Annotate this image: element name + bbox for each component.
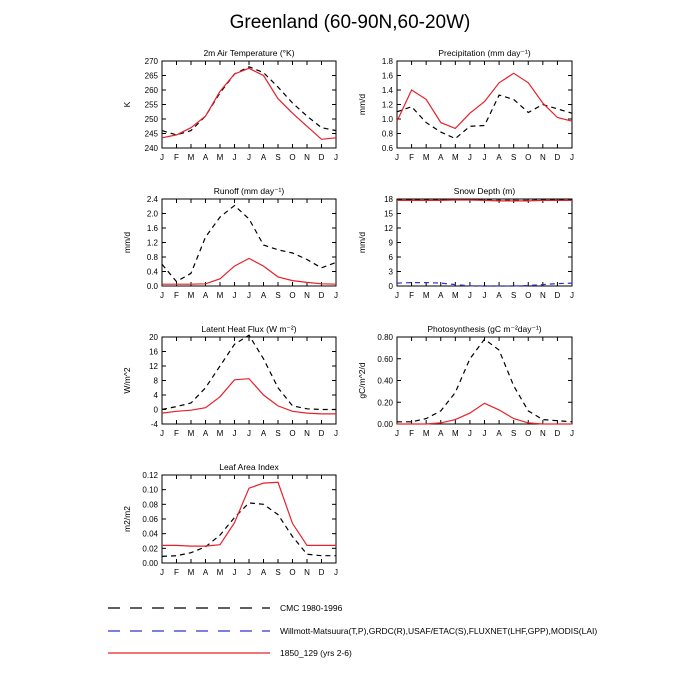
- x-tick-label: A: [202, 429, 209, 438]
- y-tick-label: 0.08: [142, 500, 158, 510]
- x-tick-label: M: [187, 153, 195, 162]
- y-tick-label: 0.20: [377, 398, 393, 408]
- y-tick-label: 255: [144, 100, 158, 110]
- y-tick-label: -4: [150, 420, 158, 429]
- y-tick-label: 1.2: [146, 238, 158, 248]
- panel-title: Latent Heat Flux (W m⁻²): [201, 324, 297, 334]
- x-tick-label: S: [510, 153, 517, 162]
- x-tick-label: J: [395, 429, 399, 438]
- y-tick-label: 2.4: [146, 195, 158, 204]
- panel-frame: [397, 61, 572, 148]
- y-tick-label: 12: [149, 362, 158, 371]
- legend-label: CMC 1980-1996: [280, 603, 343, 613]
- y-tick-label: 6: [388, 253, 393, 262]
- x-tick-label: D: [554, 153, 561, 162]
- y-tick-label: 15: [384, 209, 393, 219]
- x-tick-label: O: [525, 291, 532, 300]
- x-tick-label: J: [334, 568, 338, 577]
- series-line: [397, 73, 572, 128]
- series-line: [162, 503, 336, 557]
- y-tick-label: 1.8: [381, 57, 393, 66]
- x-tick-label: A: [438, 291, 444, 300]
- x-tick-label: J: [467, 429, 472, 438]
- x-tick-label: N: [539, 153, 546, 162]
- x-tick-label: M: [216, 568, 224, 577]
- x-tick-label: N: [304, 291, 310, 300]
- x-tick-label: M: [451, 429, 459, 438]
- y-tick-label: 20: [149, 333, 158, 342]
- x-tick-label: O: [525, 153, 532, 162]
- x-tick-label: F: [174, 291, 179, 300]
- x-tick-label: J: [247, 153, 251, 162]
- x-tick-label: A: [202, 153, 209, 162]
- panel-title: Photosynthesis (gC m⁻²day⁻¹): [427, 324, 542, 334]
- x-tick-label: N: [539, 429, 546, 438]
- x-tick-label: J: [570, 429, 574, 438]
- y-axis-label: mm/d: [122, 231, 132, 254]
- x-tick-label: A: [496, 153, 502, 162]
- x-tick-label: J: [232, 153, 237, 162]
- x-tick-label: F: [409, 429, 415, 438]
- y-tick-label: 0.04: [142, 529, 158, 539]
- x-tick-label: A: [260, 153, 267, 162]
- y-tick-label: 0.4: [146, 267, 158, 277]
- y-tick-label: 0: [153, 405, 158, 415]
- y-tick-label: 1.4: [381, 86, 393, 95]
- x-tick-label: M: [422, 291, 430, 300]
- y-tick-label: 0: [388, 282, 393, 291]
- x-tick-label: M: [451, 153, 459, 162]
- x-tick-label: J: [467, 291, 472, 300]
- y-tick-label: 0.8: [146, 253, 158, 262]
- x-tick-label: A: [260, 291, 267, 300]
- x-tick-label: M: [451, 291, 459, 300]
- x-tick-label: J: [570, 153, 574, 162]
- x-tick-label: D: [318, 429, 325, 438]
- x-tick-label: S: [510, 291, 517, 300]
- y-tick-label: 9: [388, 238, 393, 248]
- y-tick-label: 240: [144, 144, 158, 153]
- x-tick-label: J: [570, 291, 574, 300]
- x-tick-label: A: [438, 153, 444, 162]
- x-tick-label: D: [318, 153, 325, 162]
- y-tick-label: 0.80: [377, 333, 393, 342]
- series-line: [162, 258, 336, 284]
- x-tick-label: S: [275, 291, 281, 300]
- x-tick-label: O: [289, 291, 296, 300]
- x-tick-label: N: [304, 568, 310, 577]
- x-tick-label: O: [289, 153, 296, 162]
- x-tick-label: D: [554, 429, 561, 438]
- y-tick-label: 0.40: [377, 376, 393, 386]
- panel-title: Precipitation (mm day⁻¹): [438, 48, 531, 58]
- y-tick-label: 260: [144, 86, 158, 95]
- y-tick-label: 0.10: [142, 485, 158, 495]
- x-tick-label: F: [409, 291, 415, 300]
- x-tick-label: N: [304, 153, 310, 162]
- x-tick-label: J: [247, 568, 251, 577]
- x-tick-label: M: [187, 568, 195, 577]
- x-tick-label: J: [482, 429, 487, 438]
- x-tick-label: M: [216, 291, 224, 300]
- series-line: [397, 339, 572, 422]
- y-tick-label: 0.0: [146, 282, 158, 291]
- y-tick-label: 245: [144, 129, 158, 139]
- series-line: [162, 206, 336, 282]
- y-axis-label: mm/d: [357, 231, 367, 254]
- panel-frame: [397, 199, 572, 286]
- y-tick-label: 4: [153, 391, 158, 400]
- x-tick-label: M: [216, 429, 224, 438]
- series-line: [162, 379, 336, 414]
- x-tick-label: J: [232, 429, 237, 438]
- panel-frame: [162, 199, 336, 286]
- y-tick-label: 1.0: [381, 115, 393, 124]
- y-axis-label: m2/m2: [122, 506, 132, 532]
- x-tick-label: F: [174, 153, 179, 162]
- y-tick-label: 12: [384, 224, 393, 233]
- series-line: [397, 200, 572, 201]
- x-tick-label: M: [422, 153, 430, 162]
- x-tick-label: J: [334, 153, 338, 162]
- y-tick-label: 265: [144, 71, 158, 81]
- x-tick-label: A: [202, 291, 209, 300]
- x-tick-label: N: [539, 291, 546, 300]
- x-tick-label: J: [232, 568, 237, 577]
- x-tick-label: M: [187, 429, 195, 438]
- x-tick-label: A: [438, 429, 444, 438]
- y-axis-label: mm/d: [357, 93, 367, 116]
- series-line: [162, 67, 336, 135]
- legend-label: 1850_129 (yrs 2-6): [280, 648, 352, 658]
- figure-title: Greenland (60-90N,60-20W): [229, 12, 471, 33]
- x-tick-label: M: [187, 291, 195, 300]
- x-tick-label: S: [275, 429, 281, 438]
- series-line: [162, 335, 336, 409]
- y-tick-label: 3: [388, 267, 393, 277]
- x-tick-label: J: [160, 568, 164, 577]
- y-tick-label: 250: [144, 115, 158, 124]
- y-tick-label: 0.02: [142, 544, 158, 554]
- y-axis-label: gC/m^2/d: [357, 362, 367, 399]
- y-tick-label: 0.60: [377, 354, 393, 364]
- x-tick-label: M: [422, 429, 430, 438]
- y-tick-label: 0.6: [381, 144, 393, 153]
- x-tick-label: D: [318, 568, 325, 577]
- y-tick-label: 18: [384, 195, 393, 204]
- x-tick-label: J: [334, 291, 338, 300]
- x-tick-label: S: [510, 429, 517, 438]
- x-tick-label: J: [334, 429, 338, 438]
- y-tick-label: 270: [144, 57, 158, 66]
- x-tick-label: F: [174, 429, 179, 438]
- y-tick-label: 1.6: [381, 71, 393, 81]
- x-tick-label: J: [247, 291, 251, 300]
- y-axis-label: K: [122, 101, 132, 108]
- y-tick-label: 2.0: [146, 209, 158, 219]
- y-tick-label: 0.00: [377, 420, 393, 429]
- x-tick-label: D: [318, 291, 325, 300]
- x-tick-label: A: [496, 291, 502, 300]
- y-tick-label: 16: [149, 347, 158, 357]
- y-tick-label: 1.2: [381, 100, 393, 110]
- y-tick-label: 8: [153, 376, 158, 386]
- x-tick-label: J: [482, 291, 487, 300]
- panel-frame: [397, 337, 572, 424]
- x-tick-label: J: [467, 153, 472, 162]
- y-tick-label: 0.06: [142, 515, 158, 524]
- y-axis-label: W/m^2: [122, 367, 132, 394]
- x-tick-label: J: [232, 291, 237, 300]
- legend-label: Willmott-Matsuura(T,P),GRDC(R),USAF/ETAC(S),FLUXNET(LHF,GPP),MODIS(LAI): [280, 626, 598, 636]
- series-line: [162, 68, 336, 139]
- x-tick-label: J: [395, 153, 399, 162]
- x-tick-label: D: [554, 291, 561, 300]
- y-tick-label: 0.12: [142, 471, 158, 480]
- x-tick-label: A: [260, 429, 267, 438]
- x-tick-label: O: [289, 568, 296, 577]
- x-tick-label: A: [260, 568, 267, 577]
- x-tick-label: S: [275, 568, 281, 577]
- x-tick-label: A: [202, 568, 209, 577]
- x-tick-label: S: [275, 153, 281, 162]
- x-tick-label: J: [160, 429, 164, 438]
- x-tick-label: F: [174, 568, 179, 577]
- x-tick-label: J: [160, 153, 164, 162]
- y-tick-label: 1.6: [146, 224, 158, 233]
- panel-frame: [162, 61, 336, 148]
- x-tick-label: A: [496, 429, 502, 438]
- x-tick-label: J: [160, 291, 164, 300]
- x-tick-label: J: [247, 429, 251, 438]
- y-tick-label: 0.8: [381, 129, 393, 139]
- panel-title: Runoff (mm day⁻¹): [213, 186, 285, 196]
- y-tick-label: 0.00: [142, 559, 158, 568]
- x-tick-label: O: [289, 429, 296, 438]
- panel-title: Snow Depth (m): [453, 186, 516, 196]
- x-tick-label: J: [395, 291, 399, 300]
- series-line: [162, 482, 336, 546]
- x-tick-label: M: [216, 153, 224, 162]
- panel-title: Leaf Area Index: [219, 462, 279, 472]
- panel-title: 2m Air Temperature (°K): [203, 48, 295, 58]
- x-tick-label: F: [409, 153, 415, 162]
- x-tick-label: N: [304, 429, 310, 438]
- x-tick-label: O: [525, 429, 532, 438]
- x-tick-label: J: [482, 153, 487, 162]
